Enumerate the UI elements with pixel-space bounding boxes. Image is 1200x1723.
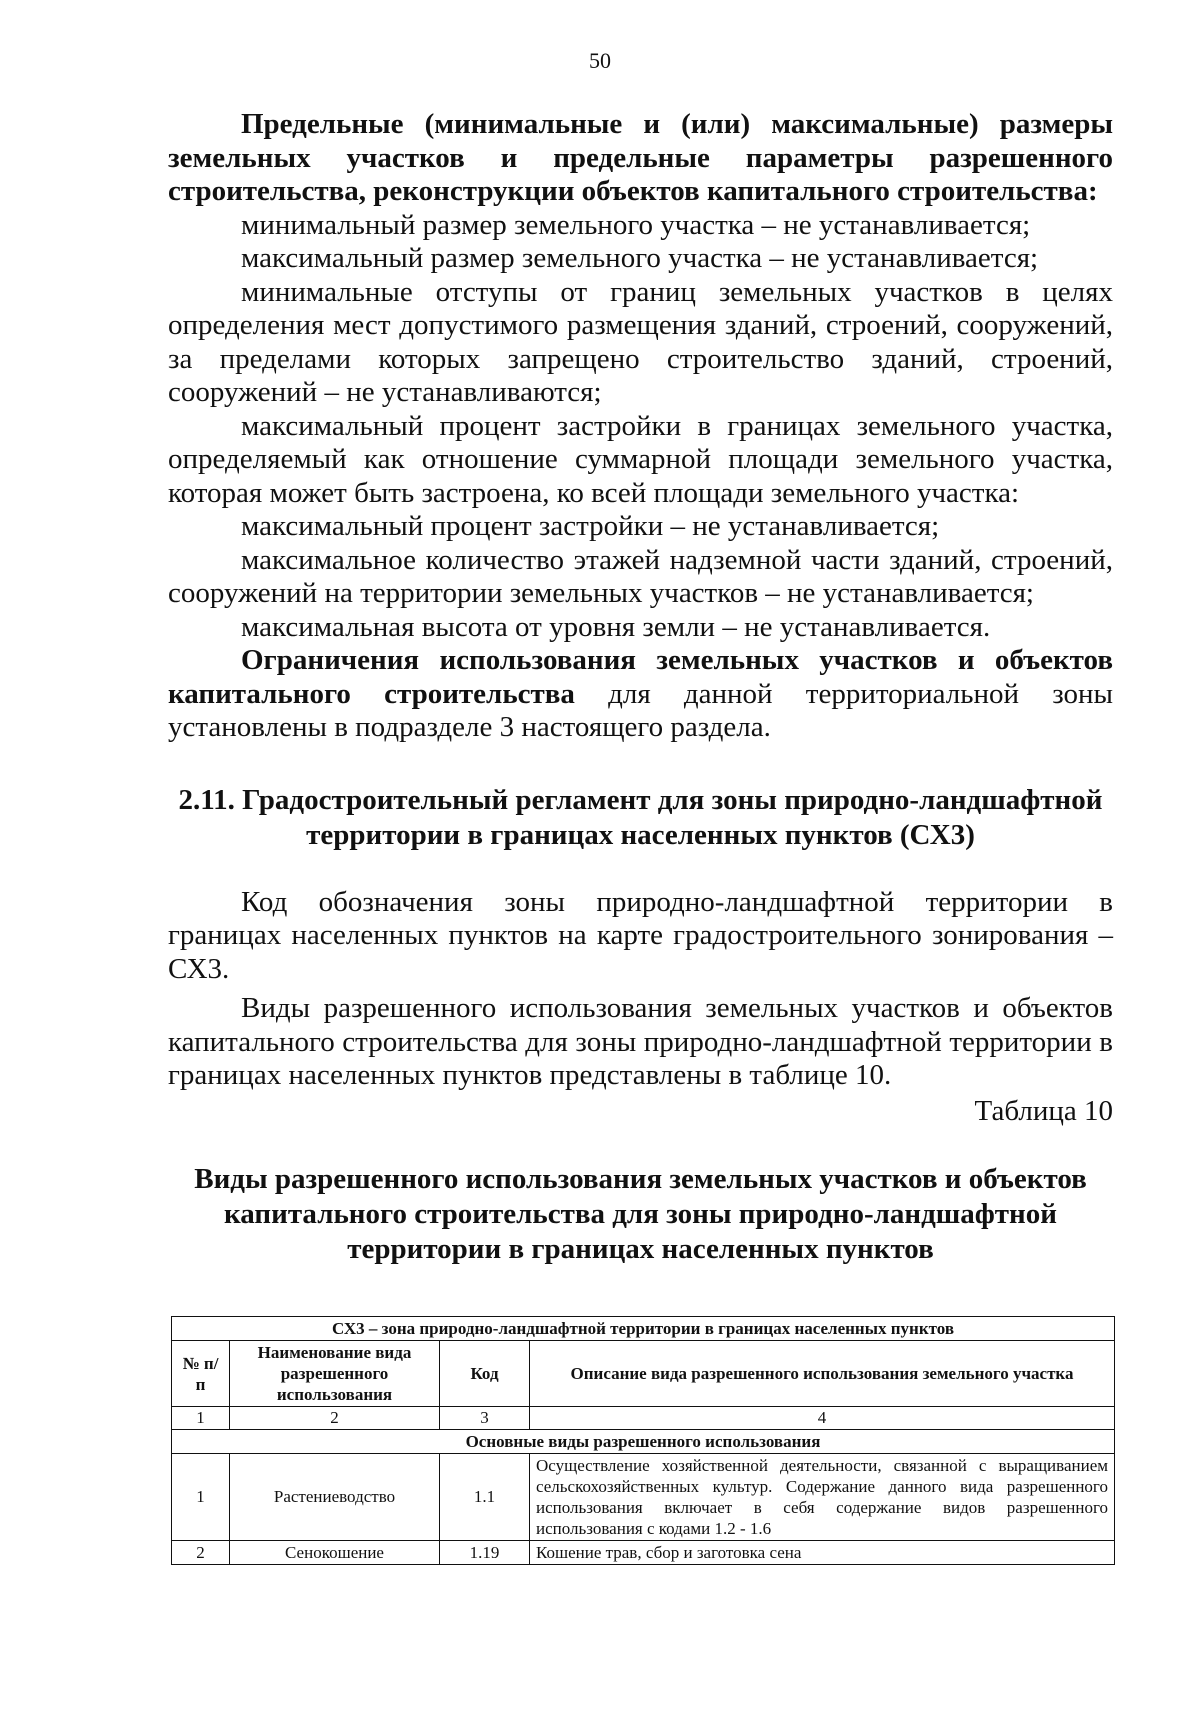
col-header-name: Наименование вида разрешенного использования xyxy=(230,1341,440,1407)
col-header-code: Код xyxy=(440,1341,530,1407)
row-num: 2 xyxy=(172,1541,230,1565)
col-number: 1 xyxy=(172,1407,230,1430)
col-header-num: № п/п xyxy=(172,1341,230,1407)
limit-item-setbacks: минимальные отступы от границ земельных участков в целях определения мест допустимого размещения зданий, строений, сооружений, за пределами которых запрещено строительство зданий, строений, сооружений – не устанавливаются; xyxy=(168,275,1113,408)
limit-item-max-size: максимальный размер земельного участка – не устанавливается; xyxy=(241,242,1039,274)
page-number: 50 xyxy=(589,48,611,73)
table-colnum-row xyxy=(172,1407,1115,1430)
col-number: 4 xyxy=(530,1407,1115,1430)
col-number: 2 xyxy=(230,1407,440,1430)
limits-heading: Предельные (минимальные и (или) максимальные) размеры земельных участков и предельные параметры разрешенного строительства, реконструкции объектов капитального строительства: xyxy=(168,108,1113,207)
zone-header: СХ3 – зона природно-ландшафтной территории в границах населенных пунктов xyxy=(172,1317,1115,1341)
limit-item-coverage: максимальный процент застройки – не устанавливается; xyxy=(241,510,940,542)
row-desc: Кошение трав, сбор и заготовка сена xyxy=(530,1541,1115,1565)
row-code: 1.1 xyxy=(440,1454,530,1541)
row-code: 1.19 xyxy=(440,1541,530,1565)
col-number: 3 xyxy=(440,1407,530,1430)
restrictions-paragraph xyxy=(168,644,1113,745)
table-label: Таблица 10 xyxy=(974,1094,1113,1127)
col-header-desc: Описание вида разрешенного использования земельного участка xyxy=(530,1341,1115,1407)
restrictions-bold: Ограничения использования земельных участков и объектов капитального строительства xyxy=(168,644,1113,710)
group-label: Основные виды разрешенного использования xyxy=(172,1430,1115,1454)
row-name: Растениеводство xyxy=(230,1454,440,1541)
table-row xyxy=(172,1541,1115,1565)
section-title: 2.11. Градостроительный регламент для зоны природно-ландшафтной территории в границах населенных пунктов (СХ3) xyxy=(178,783,1103,851)
row-desc: Осуществление хозяйственной деятельности, связанной с выращиванием сельскохозяйственных культур. Содержание данного вида разрешенного использования включает в себя содержание видов разрешенного использования с кодами 1.2 - 1.6 xyxy=(530,1454,1115,1541)
table-header-row xyxy=(172,1341,1115,1407)
table-group-row xyxy=(172,1430,1115,1454)
table-row xyxy=(172,1454,1115,1541)
section-para-types: Виды разрешенного использования земельных участков и объектов капитального строительства для зоны природно-ландшафтной территории в границах населенных пунктов представлены в таблице 10. xyxy=(168,992,1113,1091)
limit-item-coverage-def: максимальный процент застройки в границах земельного участка, определяемый как отношение суммарной площади земельного участка, которая может быть застроена, ко всей площади земельного участка: xyxy=(168,409,1113,509)
limit-item-floors: максимальное количество этажей надземной части зданий, строений, сооружений на территории земельных участков – не устанавливается; xyxy=(168,543,1113,609)
section-para-code: Код обозначения зоны природно-ландшафтной территории в границах населенных пунктов на карте градостроительного зонирования – СХ3. xyxy=(168,885,1113,985)
row-name: Сенокошение xyxy=(230,1541,440,1565)
row-num: 1 xyxy=(172,1454,230,1541)
page-body xyxy=(168,108,1113,1267)
table-zone-header-row xyxy=(172,1317,1115,1341)
limit-item-height: максимальная высота от уровня земли – не устанавливается. xyxy=(241,610,991,643)
limit-item-min-size: минимальный размер земельного участка – не устанавливается; xyxy=(241,208,1031,241)
zoning-table xyxy=(171,1316,1115,1565)
restrictions-rest: для данной территориальной зоны установлены в подразделе 3 настоящего раздела. xyxy=(168,677,1114,743)
table-title: Виды разрешенного использования земельных участков и объектов капитального строительства для зоны природно-ландшафтной территории в границах населенных пунктов xyxy=(194,1162,1087,1265)
